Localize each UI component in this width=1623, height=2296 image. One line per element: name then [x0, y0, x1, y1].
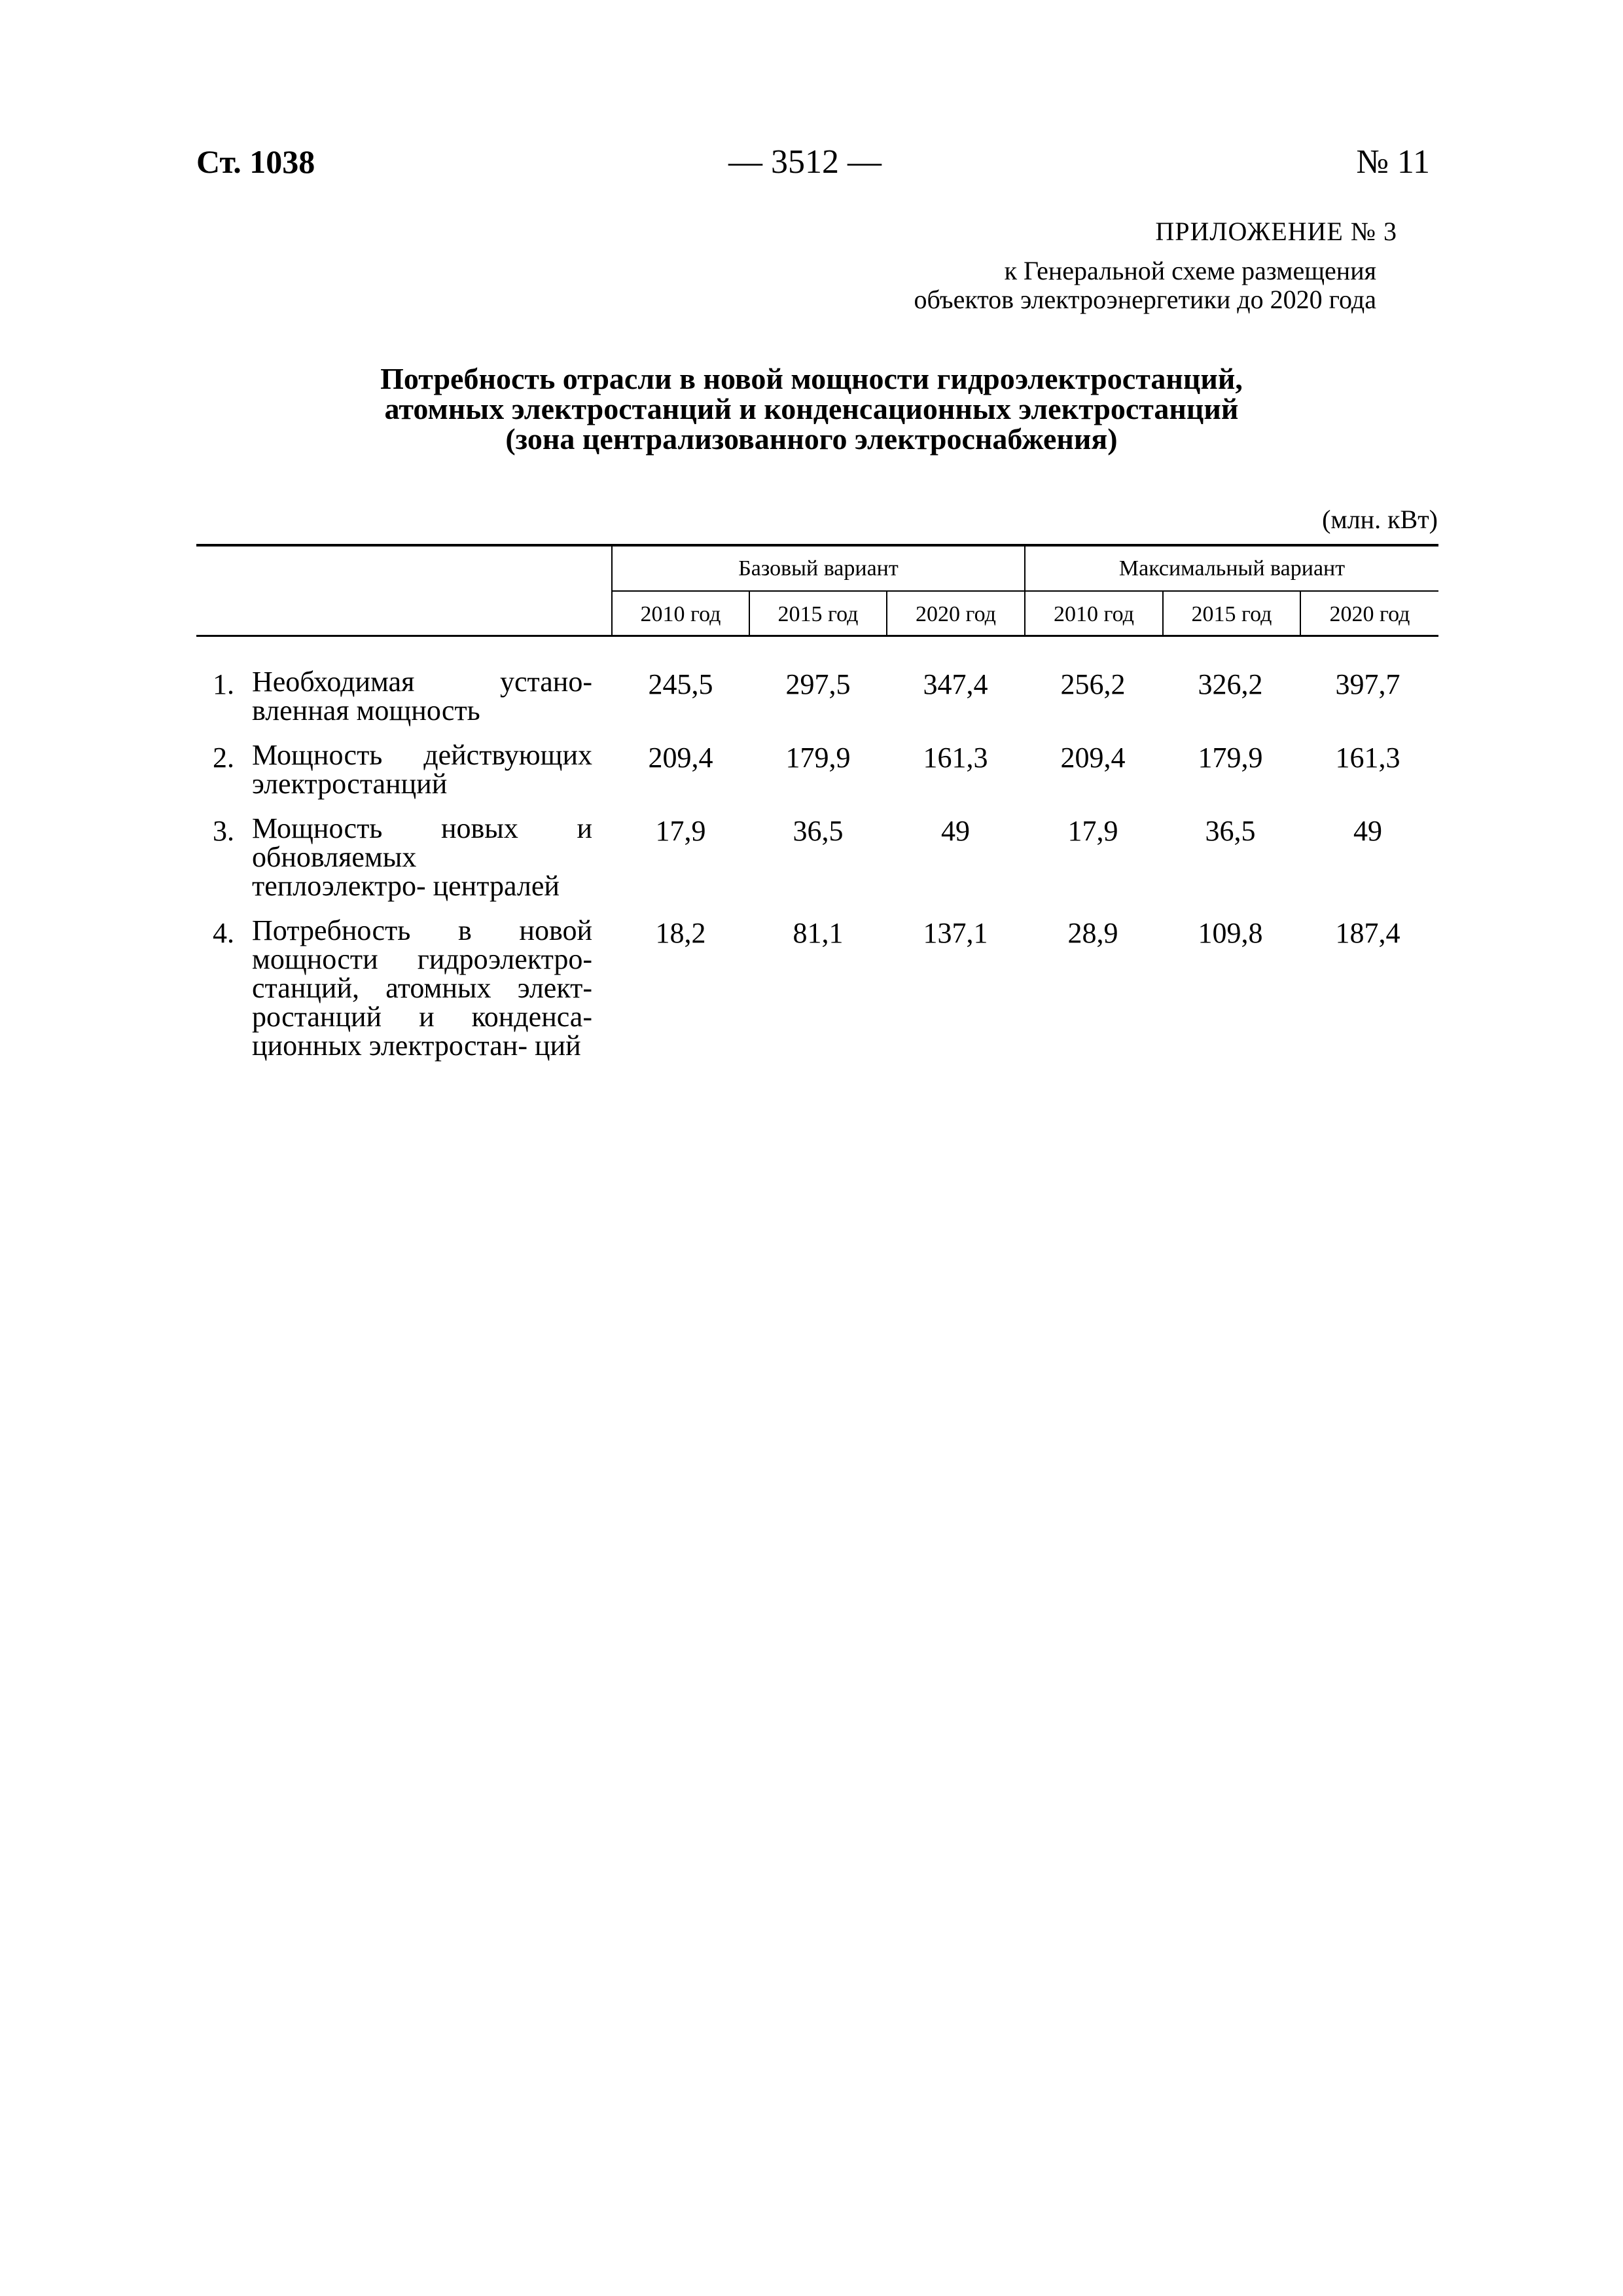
table-cell: 109,8: [1198, 917, 1263, 949]
table-cell: 179,9: [1198, 742, 1263, 774]
table-cell: 81,1: [793, 917, 844, 949]
row-number: 4.: [213, 917, 234, 949]
table-cell: 49: [1353, 815, 1382, 847]
table-cell: 137,1: [923, 917, 988, 949]
row-label: Необходимая устано- вленная мощность: [252, 666, 592, 726]
appendix-reference-line: к Генеральной схеме размещения: [1004, 256, 1376, 285]
table-cell: 36,5: [1205, 815, 1256, 847]
table-cell: 49: [941, 815, 970, 847]
table-cell: 18,2: [655, 917, 706, 949]
table-cell: 245,5: [648, 668, 713, 700]
column-header: 2010 год: [1054, 602, 1134, 626]
table-cell: 179,9: [785, 742, 851, 774]
column-header: 2010 год: [640, 602, 721, 626]
table-cell: 17,9: [655, 815, 706, 847]
issue-number: № 11: [1356, 143, 1430, 181]
appendix-label: ПРИЛОЖЕНИЕ № 3: [1155, 217, 1397, 246]
column-group-header: Базовый вариант: [738, 556, 899, 581]
appendix-reference-line: объектов электроэнергетики до 2020 года: [914, 285, 1376, 314]
row-label: Мощность действующих электростанций: [252, 739, 592, 800]
table-cell: 397,7: [1335, 668, 1400, 700]
table-header-bottom-rule: [196, 635, 1438, 637]
row-number: 2.: [213, 742, 234, 774]
table-cell: 297,5: [785, 668, 851, 700]
table-cell: 326,2: [1198, 668, 1263, 700]
column-header: 2015 год: [1191, 602, 1272, 626]
title-line: (зона централизованного электроснабжения): [505, 422, 1118, 456]
document-title: [196, 364, 1427, 454]
title-line: Потребность отрасли в новой мощности гидроэлектростанций,: [380, 362, 1243, 395]
table-cell: 256,2: [1060, 668, 1126, 700]
page-number: — 3512 —: [728, 143, 882, 181]
row-number: 3.: [213, 815, 234, 847]
column-header: 2015 год: [777, 602, 859, 626]
table-cell: 347,4: [923, 668, 988, 700]
column-header: 2020 год: [1329, 602, 1410, 626]
column-header: 2020 год: [916, 602, 996, 626]
table-cell: 187,4: [1335, 917, 1400, 949]
table-cell: 28,9: [1067, 917, 1118, 949]
page-section-number: Ст. 1038: [196, 143, 315, 180]
table-top-rule: [196, 544, 1438, 547]
table-cell: 17,9: [1067, 815, 1118, 847]
row-label: Мощность новых и обновляемых теплоэлектро- централей: [252, 812, 592, 902]
table-cell: 36,5: [793, 815, 844, 847]
table-cell: 161,3: [923, 742, 988, 774]
units-label: (млн. кВт): [1322, 505, 1438, 534]
table-cell: 209,4: [648, 742, 713, 774]
table-cell: 161,3: [1335, 742, 1400, 774]
row-label: Потребность в новой мощности гидроэлектро- станций, атомных элект- ростанций и конденса- ционных электростан- ций: [252, 914, 592, 1062]
table-cell: 209,4: [1060, 742, 1126, 774]
appendix-reference: [787, 257, 1376, 314]
column-group-header: Максимальный вариант: [1118, 556, 1346, 581]
title-line: атомных электростанций и конденсационных электростанций: [384, 392, 1239, 425]
row-number: 1.: [213, 668, 234, 700]
